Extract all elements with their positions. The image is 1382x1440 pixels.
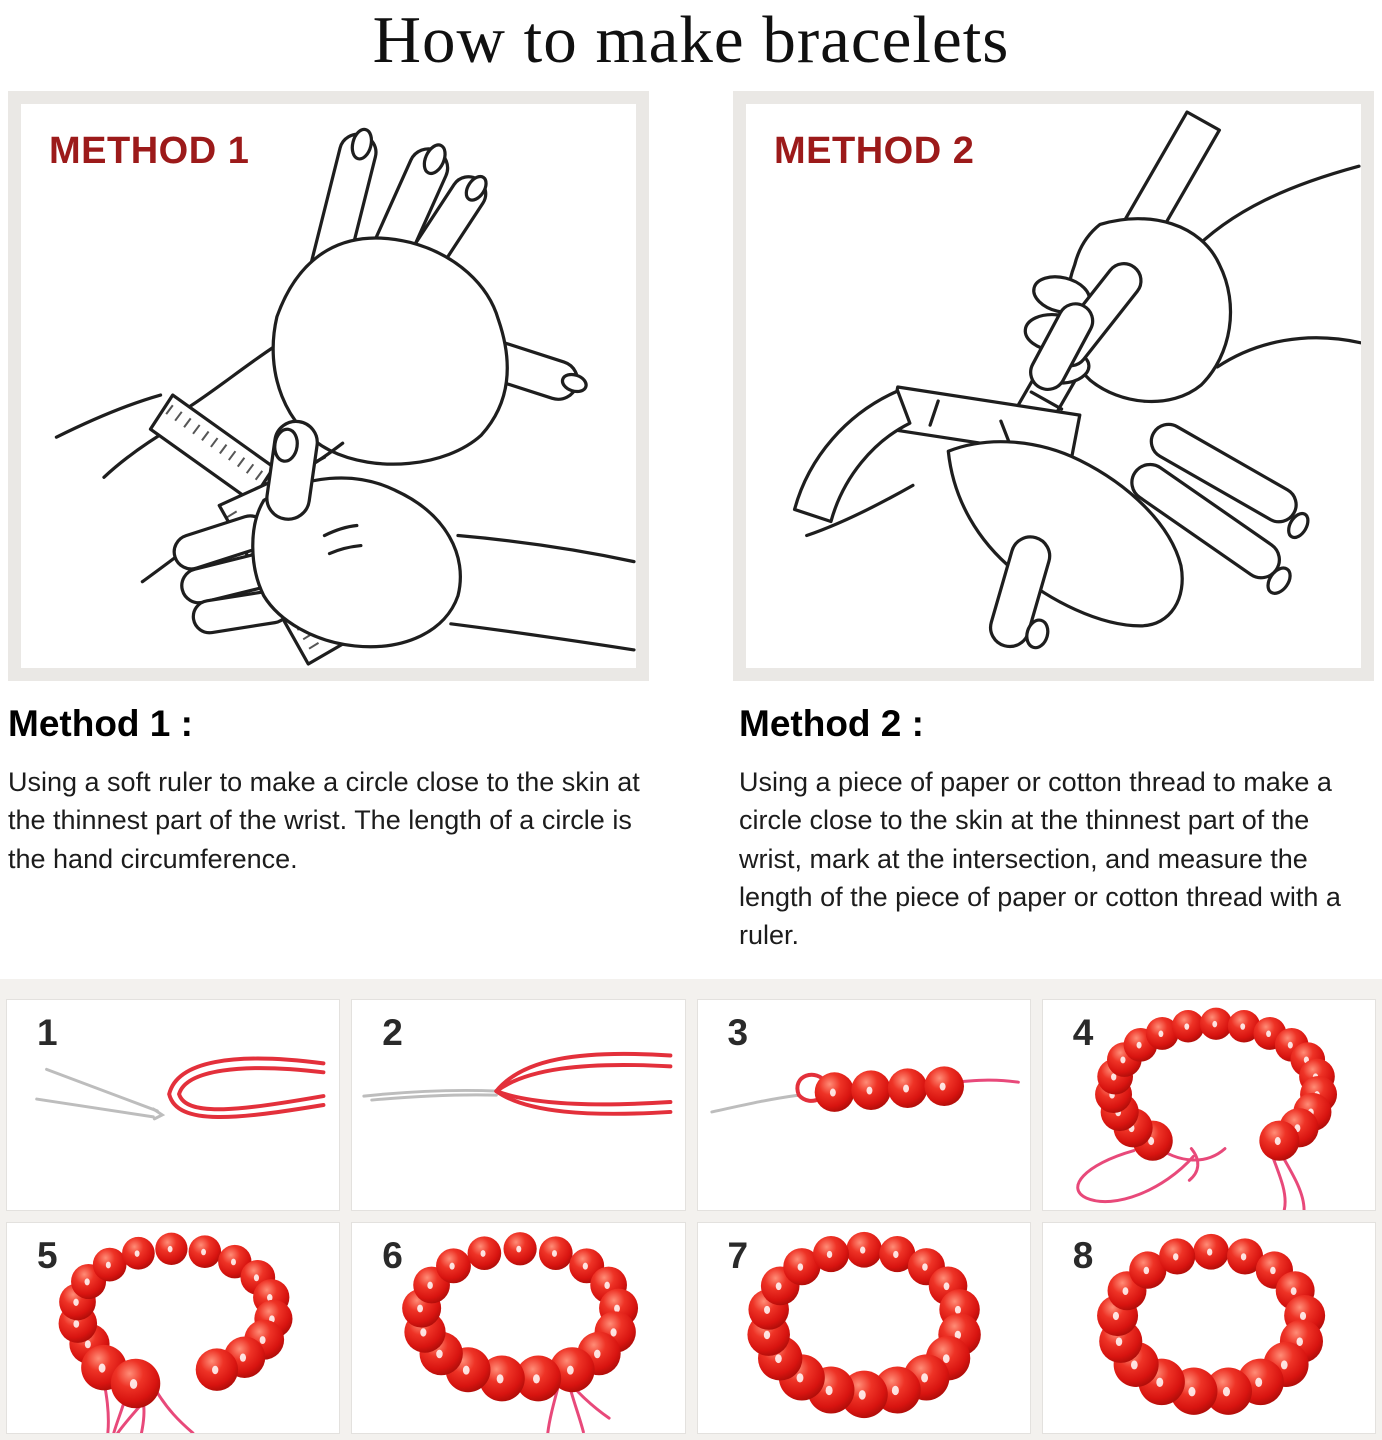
method-illustration-row: [0, 91, 1382, 681]
method-2-heading: Method 2 :: [739, 703, 924, 744]
method-1-heading: Method 1 :: [8, 703, 193, 744]
step-panel-4: [1042, 999, 1376, 1211]
step-panel-5: [6, 1222, 340, 1434]
step-number: 4: [1072, 1011, 1094, 1053]
step-panel-1: [6, 999, 340, 1211]
step-number: 5: [37, 1234, 58, 1276]
method-2-illustration-box: [733, 91, 1374, 681]
step-panel-8: [1042, 1222, 1376, 1434]
method-1-description: [8, 693, 643, 955]
step-panel-6: [351, 1222, 685, 1434]
hand-measured-with-soft-ruler-illustration: [21, 104, 636, 668]
step-number: 2: [382, 1011, 403, 1053]
method-1-body-text: Using a soft ruler to make a circle close to the skin at the thinnest part of the wrist. The length of a circle is the hand circumference.: [8, 767, 640, 874]
method-1-illustration-box: [8, 91, 649, 681]
step-panel-3: [697, 999, 1031, 1211]
step-panel-7: [697, 1222, 1031, 1434]
method-2-description: [739, 693, 1374, 955]
method-description-row: [0, 681, 1382, 955]
step-number: 6: [382, 1234, 403, 1276]
step-number: 3: [727, 1011, 749, 1053]
step-panel-2: [351, 999, 685, 1211]
hand-marking-paper-strip-with-pen-illustration: [746, 104, 1361, 668]
method-2-body-text: Using a piece of paper or cotton thread to make a circle close to the skin at the thinnest part of the wrist, mark at the intersection, and measure the length of the piece of paper or cotton thread with a ruler.: [739, 767, 1341, 951]
step-number: 1: [37, 1011, 58, 1053]
page-title: How to make bracelets: [372, 3, 1010, 77]
method-2-box-label: METHOD 2: [774, 130, 975, 172]
step-number: 8: [1072, 1234, 1094, 1276]
steps-grid: [0, 979, 1382, 1440]
step-number: 7: [727, 1234, 749, 1276]
method-1-box-label: METHOD 1: [49, 130, 250, 172]
